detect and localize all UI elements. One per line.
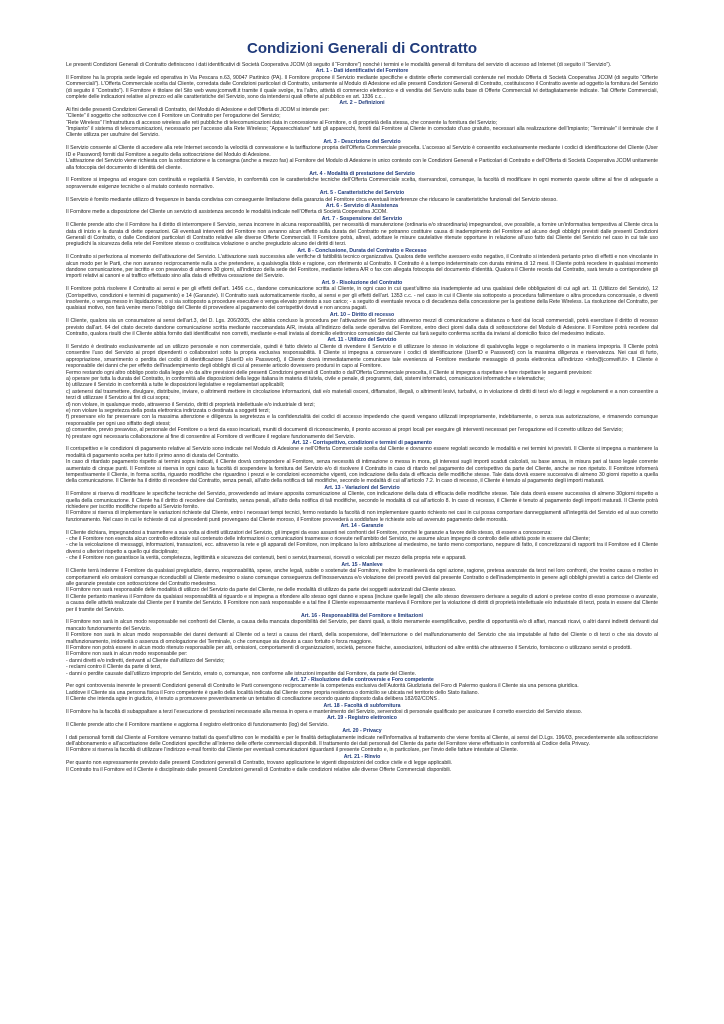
paragraph: - che il Fornitore non esercita alcun controllo editoriale sul contenuto delle informazioni o comunicazioni trasmesse o ricevute nell’ambito del Servizio, ne assume alcun impegno di controllo delle attività poste in essere dal Cliente; <box>66 536 590 543</box>
paragraph: a) operare per tutta la durata del Contratto, in conformità alle disposizioni della legge italiana in materia di tutela, civile e penale, di programmi, dati, sistemi informatici, comunicazioni informatiche e telematiche; <box>66 375 546 382</box>
paragraph: Il Fornitore si riserva la facoltà di utilizzare l’indirizzo e-mail fornito dal Cliente per eventuali comunicazioni riguardanti il presente Contratto e, in particolare, per l’invio delle fatture intestate al Cliente. <box>66 747 519 754</box>
paragraph: Il Cliente prende atto che il Fornitore ha il diritto di interrompere il Servizio, senza incorrere in alcuna responsabilità, per necessità di manutenzione (ordinaria e/o straordinaria) impegnandosi, ove possibile, a fornire un’informativa tempestiva al Cliente circa la data di inizio e la durata di dette operazioni. Gli eventuali interventi del Fornitore non avranno alcun effetto sulla durata del Contratto ne potranno costituire causa di inadempimento del Fornitore ad alcuno degli obblighi previsti dalle presenti Condizioni Generali di Contratto, o dalle Condizioni particolari di Contratto relative alle diverse Offerte Commerciali. Il Fornitore potrà, altresì, adottare le misure cautelative ritenute opportune in relazione all’uso fatto dal Cliente del Servizio nel caso in cui tale uso pregiudichi la sicurezza della rete del Fornitore stesso o costituisca violazione o anche pregiudizio alcuno dei diritti di terzi. <box>66 222 658 248</box>
contract-document <box>66 40 658 773</box>
paragraph: “Cliente” il soggetto che sottoscrive con il Fornitore un Contratto per l’erogazione del Servizio; <box>66 113 281 120</box>
paragraph: e) non violare la segretezza della posta elettronica indirizzata o destinata a soggetti terzi; <box>66 407 270 414</box>
article-heading: Art. 2 – Definizioni <box>339 100 385 107</box>
paragraph: I dati personali forniti dal Cliente al Fornitore verranno trattati da quest’ultimo con le modalità e per le finalità dettagliatamente indicate nell’informativa al trattamento che viene fornita al Cliente, ai sensi del D.Lgs. 196/03, precedentemente alla sottoscrizione dell’abbonamento e all’accettazione delle Condizioni specifiche all’interno delle offerte commerciali disponibili. Il trattamento dei dati personali del Cliente da parte del Fornitore viene effettuato in conformità al Codice della Privacy. <box>66 734 658 748</box>
paragraph: - danni diretti e/o indiretti, derivanti al Cliente dall’utilizzo del Servizio; <box>66 657 225 664</box>
paragraph: Il Cliente che intenda agire in giudizio, è tenuto a promuovere preventivamente un tentativo di conciliazione secondo quanto disposto dalla delibera 182/02/CONS . <box>66 696 440 703</box>
paragraph: Il Fornitore ha la propria sede legale ed operativa in Via Pescara n.63, 90047 Partinico (PA). Il Fornitore propone il Servizio mediante specifiche e distinte offerte commerciali contenute nel modulo Offerta di Società Cooperativa JCOM (di seguito “Offerte Commerciali”). L’Offerta Commerciale scelta dal Cliente, corredata dalle Condizioni particolari di Contratto, unitamente al Modulo di Adesione ed alle presenti Condizioni Generali di Contratto, costituiscono il Contratto avente ad oggetto la fornitura del Servizio (di seguito il “Contratto”). Il Fornitore è titolare del Sito web www.jcomwifi.it tramite il quale svolge, tra l’altro, attività di commercio elettronico e di vendita del Servizio sulla base di Offerte Commerciali ivi dettagliatamente indicate. Tali Offerte Commerciali, complete delle indicazioni relative al prezzo ed alle caratteristiche del Servizio, sono da intendersi quali offerte al pubblico ex art. 1336 c.c. . <box>66 74 658 101</box>
paragraph: Il Servizio è destinato esclusivamente ad un utilizzo personale e non commerciale, quindi è fatto divieto al Cliente di rivendere il Servizio e di utilizzare lo stesso in violazione di qualsivoglia legge o regolamento o in maniera impropria. Il Cliente potrà consentire l’uso del Servizio ai propri dipendenti o collaboratori sotto la propria esclusiva responsabilità. Il Cliente si impegna a conservare i codici di identificazione (UserID e Password) con la massima diligenza e riservatezza. Nei casi di furto, appropriazione, smarrimento o perdita dei codici di identificazione (UserID e/o Password), il Cliente dovrà immediatamente comunicare tale evenienza al Fornitore mediante messaggio di posta elettronica all’indirizzo <info@jcomwifi.it>. Il Cliente è responsabile dei danni che per effetto dell’inadempimento degli obblighi di cui al presente articolo dovessero prodursi in capo al Fornitore. <box>66 343 658 370</box>
paragraph: Il Cliente prende atto che il Fornitore mantiene e aggiorna il registro elettronico di funzionamento (log) del Servizio. <box>66 721 329 728</box>
article-heading: Art. 3 - Descrizione del Servizio <box>323 138 401 145</box>
paragraph: d) non violare, in qualunque modo, attraverso il Servizio, diritti di proprietà intellettuale e/o industriale di terzi; <box>66 401 315 408</box>
paragraph: L’attivazione del Servizio viene richiesta con la sottoscrizione e la consegna (anche a mezzo fax) al Fornitore del Modulo di Adesione in unico contesto con le Condizioni Generali e Particolari di Contratto e dell’Offerta di Società Cooperativa JCOM unitamente alla fotocopia del documento di identità del cliente. <box>66 158 658 171</box>
article-heading: Art. 7 - Sospensione del Servizio <box>321 215 403 222</box>
paragraph: - danni o perdite causate dall’utilizzo improprio del Servizio, errato o, comunque, non conforme alle istruzioni impartite dal Fornitore, da parte del Cliente. <box>66 670 417 677</box>
paragraph: Il Fornitore non sarà in alcun modo responsabile per: <box>66 651 188 658</box>
paragraph: Per quanto non espressamente previsto dalle presenti Condizioni generali di Contratto, trovano applicazione le vigenti disposizioni del codice civile e di legge applicabili. <box>66 760 453 767</box>
paragraph: - reclami contro il Cliente da parte di terzi, <box>66 664 162 671</box>
paragraph: Il Fornitore si impegna ad erogare con continuità e regolarità il Servizio, in conformità con le caratteristiche tecniche dell’Offerta Commerciale scelta, riservandosi, comunque, la facoltà di modificare in ogni momento queste ultime al fine di adeguarle a sopravvenute esigenze tecniche o al mutato contesto normativo. <box>66 177 658 190</box>
paragraph: Il Fornitore non sarà responsabile delle modalità di utilizzo del Servizio da parte del Cliente, ne delle modalità di utilizzo da parte dei soggetti autorizzati dal Cliente stesso. <box>66 587 457 594</box>
paragraph: Il Fornitore ha la facoltà di subappaltare a terzi l’esecuzione di prestazioni necessarie alla messa in opera e mantenimento del Servizio, servendosi di personale qualificato per assicurare il corretto esercizio del Servizio stesso. <box>66 709 583 716</box>
paragraph: In caso di ritardato pagamento rispetto ai termini sopra indicati, il Cliente dovrà corrispondere al Fornitore, senza necessità di intimazione o messa in mora, gli interessi sugli importi scaduti calcolati, su base annua, in misura pari al tasso legale corrente aumentato di cinque punti. Il Fornitore si riserva in ogni caso la facoltà di sospendere la fornitura del Servizio e/o di risolvere il Contratto in caso di ritardo nel pagamento del corrispettivo da parte del Cliente, anche se non ripetuto. Il Fornitore informerà tempestivamente il Cliente, in forma scritta, riguardo modifiche che riguardino i prezzi e le condizioni economiche vigenti, con indicazione della data di efficacia delle modifiche stesse. Tale data dovrà essere successiva di almeno 30 giorni rispetto a quella della comunicazione. Il Cliente ha il diritto di recedere dal Contratto, senza penali, all’atto della notifica di tali modifiche, secondo le modalità di cui all’articolo 7.2. In caso di recesso, il Cliente è tenuto al pagamento degli importi maturati. <box>66 459 658 485</box>
article-heading: Art. 15 - Manleve <box>341 561 383 568</box>
paragraph: Il Fornitore si riserva di implementare le variazioni richieste dal Cliente, entro i necessari tempi tecnici, fermo restando la facoltà di non implementare quanto richiesto nei casi in cui possa comportare danneggiamenti all’integrità del Servizio ed al suo corretto funzionamento. Nel caso in cui le richieste di cui al precedenti punti provengano dal Cliente moroso, il Fornitore provvederà a soddisfare le richieste solo ad avvenuto pagamento delle morosità. <box>66 510 658 523</box>
article-heading: Art. 21 - Rinvio <box>343 753 381 760</box>
paragraph: - che il Fornitore non garantisce la verità, completezza, legittimità e sicurezza dei contenuti, beni o servizi,trasmessi, ricevuti o veicolati per mezzo della propria rete e apparati. <box>66 555 467 562</box>
paragraph: Il Fornitore potrà risolvere il Contratto ai sensi e per gli effetti dell’art. 1456 c.c., dandone comunicazione scritta al Cliente, in ogni caso in cui quest’ultimo sia inadempiente ad una qualsiasi delle obbligazioni di cui agli art. 11 (Utilizzo del Servizio), 12 (Corrispettivo, condizioni e termini di pagamento) e 14 (Garanzie). Il Contratto sarà automaticamente risolto, ai sensi e per gli effetti dell’art. 1353 c.c. - nel caso in cui il Cliente sia sottoposto a procedura fallimentare o altra procedura concorsuale, o diventi insolvente, o venga messo in liquidazione, o si sia sottoposto a procedure esecutive o venga elevato protesto a suo carico; - a seguito di eventuale revoca o di decadenza della concessione per la gestione della Rete Wireless. La risoluzione del Contratto, per qualsiasi motivo, non farà venire meno l’obbligo del Cliente di provvedere al pagamento dei corrispettivi dovuti e non ancora pagati. <box>66 286 658 312</box>
paragraph: Il Servizio consente al Cliente di accedere alla rete Internet secondo la velocità di connessione e la tariffazione propria dell’Offerta Commerciale prescelta. L’accesso al Servizio è consentito esclusivamente mediante i codici di identificazione del Cliente (User ID e Password) forniti dal Fornitore a seguito della sottoscrizione del Modulo di Adesione. <box>66 145 658 158</box>
paragraph: f) preservare e/o far preservare con la massima attenzione e diligenza la segretezza e la confidenzialità dei codici di accesso impedendo che questi vengano utilizzati impropriamente, indebitamente, o senza sua autorizzazione, e rimanendo comunque responsabile per ogni uso siffatto degli stessi; <box>66 414 658 427</box>
paragraph: Il Fornitore si riserva di modificare le specifiche tecniche del Servizio, provvedendo ad inviare apposita comunicazione al Cliente, con indicazione della data di efficacia delle modifiche stesse. Tale data dovrà essere successiva di almeno 30giorni rispetto a quella della comunicazione. Il Cliente ha il diritto di recedere dal Contratto, senza penali, all’atto della notifica di tali modifiche, secondo le modalità di cui all’articolo 8. In caso di recesso, il Cliente è tenuto al pagamento degli importi maturati. Il Cliente potrà richiedere per iscritto modifiche rispetto al Servizio fornito. <box>66 491 658 511</box>
paragraph: Il Servizio è fornito mediante utilizzo di frequenze in banda condivisa con conseguente limitazione della garanzia del Fornitore circa eventuali interferenze che riducano le caratteristiche funzionali del Servizio stesso. <box>66 196 558 203</box>
paragraph: “Rete Wireless” l’infrastruttura di accesso wireless alle reti pubbliche di telecomunicazioni data in concessione al Fornitore, o di proprietà della stessa, che consente la fornitura del Servizio; <box>66 119 498 126</box>
paragraph: Il Cliente dichiara, impegnandosi a trasmettere a sua volta ai diretti utilizzatori del Servizio, gli impegni da esso assunti nei confronti del Fornitore, nonché le garanzie a favore dello stesso, di essere a conoscenza: <box>66 529 552 536</box>
paragraph: h) prestare ogni necessaria collaborazione al fine di consentire al Fornitore di verificare il regolare funzionamento del Servizio. <box>66 433 355 440</box>
paragraph: - che la veicolazione di messaggi, informazioni, transazioni, ecc. attraverso la rete e gli apparati del Fornitore, non implicano la loro attribuzione al medesimo, ne tanto meno comportano, neppure di fatto, il concretizzarsi di rapporti tra il Fornitore ed il Cliente diversi o ulteriori rispetto a quello qui disciplinato; <box>66 542 658 555</box>
paragraph: Il corrispettivo e le condizioni di pagamento relative al Servizio sono indicate nel Modulo di Adesione e nell’Offerta Commerciale scelta dal Cliente e dovranno essere regolati secondo le modalità e nei termini ivi previsti. Il Cliente si impegna a mantenere la modalità di pagamento scelta per tutto il primo anno di durata del Contratto. <box>66 446 658 459</box>
article-heading: Art. 13 - Variazioni del Servizio <box>324 484 400 491</box>
page-title: Condizioni Generali di Contratto <box>247 40 477 57</box>
paragraph: Fermo restando ogni altro obbligo posto dalla legge e/o da altre previsioni delle presenti Condizioni generali di Contratto o dall’Offerta Commerciale prescelta, il Cliente si impegna a rispettare e fare rispettare le seguenti previsioni: <box>66 369 593 376</box>
article-heading: Art. 6 - Servizio di Assistenza <box>325 202 399 209</box>
article-heading: Art. 19 - Registro elettronico <box>327 715 397 722</box>
contract-body <box>66 62 658 773</box>
paragraph: Il Cliente terrà indenne il Fornitore da qualsiasi pregiudizio, danno, responsabilità, spese, anche legali, subite o sostenute dal Fornitore, inoltre lo manleverà da ogni azione, ragione, pretesa avanzate da terzi nei loro confronti, che trovino causa o motivo in comportamenti e/o omissioni comunque riconducibili al Cliente medesimo o siano comunque conseguenza dell’inosservanza e/o violazione dei precetti previsti dal presente Contratto o dell’inadempimento in genere agli obblighi previsti a carico del Cliente ed alle garanzie prestate con sottoscrizione del Contratto medesimo. <box>66 568 658 587</box>
paragraph: Il Cliente, qualora sia un consumatore ai sensi dell’art.3, del D. Lgs. 206/2005, che abbia concluso la procedura per l’attivazione del Servizio attraverso mezzi di comunicazione a distanza o fuori dai locali commerciali, potrà esercitare il diritto di recesso previsto dall’art. 64 del citato decreto dandone comunicazione scritta mediante raccomandata A/R, inviata all’indirizzo della sede operativa del Fornitore, entro dieci giorni dalla data di sottoscrizione del Modulo di Adesione. Il Fornitore potrà recedere dal Contratto, qualora risulti che il Cliente abbia fornito dati identificativi non corretti, mediante e-mail inviata al domicilio elettronico comunicato dal Cliente cui farà seguito conferma scritta da inviarsi al domicilio fisico del medesimo indicato. <box>66 318 658 338</box>
paragraph: Il Contratto si perfeziona al momento dell’attivazione del Servizio. L’attivazione sarà successiva alle verifiche di fattibilità tecnico organizzativa. Qualora dette verifiche avessero esito negativo, il Contratto si intenderà pertanto privo di effetti e non vincolante in alcun modo per le Parti, che non avranno reciprocamente nulla a che pretendere, a qualsivoglia titolo e ragione, con riferimento al Contratto. Il Contratto è a tempo indeterminato con durata minima di 12 mesi. Il Cliente potrà recedere in qualsiasi momento dandone comunicazione, per iscritto e con preavviso di almeno 30 giorni, all’indirizzo della sede del Fornitore, mediante lettera A/R o fax con allegata fotocopia del documento d’identità. Qualora il Cliente receda dal Contratto, sarà tenuto a corrispondere gli importi relativi ai canoni e al traffico effettuato sino alla data di effettiva cessazione del Servizio. <box>66 254 658 280</box>
paragraph: g) consentire, previo preavviso, al personale del Fornitore o a terzi da esso incaricati, muniti di documenti di riconoscimento, il pronto accesso ai propri locali per eseguire gli interventi necessari per l’erogazione ed il corretto utilizzo del Servizio; <box>66 427 623 434</box>
paragraph: Il Fornitore non sarà in alcun modo responsabile nei confronti del Cliente, a causa della mancata disponibilità del Servizio, per danni quali, a titolo meramente esemplificativo, perdite di opportunità e/o di affari, mancati ricavi, o altri danni indiretti derivanti dal mancato funzionamento del Servizio. <box>66 619 658 632</box>
paragraph: b) utilizzare il Servizio in conformità a tutte le disposizioni legislative e regolamentari applicabili; <box>66 382 285 389</box>
paragraph: Per ogni controversia inerente le presenti Condizioni generali di Contratto le Parti convengono reciprocamente la competenza esclusiva dell’Autorità Giudiziaria del Foro di Palermo qualora il Cliente sia una persona giuridica. <box>66 683 579 690</box>
paragraph: c) astenersi dal trasmettere, divulgare, distribuire, inviare, o altrimenti mettere in circolazione informazioni, dati e/o materiali osceni, diffamatori, illegali, o altrimenti lesivi, turbativi, o in violazione di diritti di terzi e/o di leggi e regolamenti e a non consentire a terzi di utilizzare il Servizio ai fini di cui sopra; <box>66 388 658 402</box>
article-heading: Art. 20 - Privacy <box>342 728 382 735</box>
paragraph: Laddove il Cliente sia una persona fisica il Foro competente è quello della località indicata dal Cliente come propria residenza o domicilio se ubicata nel territorio dello Stato italiano. <box>66 689 479 696</box>
article-heading: Art. 12 - Corrispettivo, condizioni e termini di pagamento <box>292 439 432 446</box>
paragraph: Ai fini delle presenti Condizioni Generali di Contratto, del Modulo di Adesione e dell’Offerta di JCOM si intende per: <box>66 106 329 113</box>
article-heading: Art. 18 - Facoltà di subfornitura <box>323 702 401 709</box>
article-heading: Art. 17 - Risoluzione delle controversie e Foro competente <box>290 677 434 683</box>
article-heading: Art. 11 - Utilizzo del Servizio <box>327 337 397 344</box>
paragraph: Le presenti Condizioni Generali di Contratto definiscono i dati identificativi di Società Cooperativa JCOM (di seguito il “Fornitore”) nonché i termini e le modalità generali di fornitura del servizio di accesso ad Internet (di seguito il “Servizio”). <box>66 62 612 68</box>
paragraph: “Impianto” il sistema di telecomunicazioni, necessario per l’accesso alla Rete Wireless; “Apparecchiature” tutti gli apparecchi, forniti dal Fornitore al Cliente in comodato d’uso gratuito, necessari alla realizzazione dell’Impianto; “Terminale” il terminale che il Cliente utilizza per usufruire del Servizio. <box>66 126 658 139</box>
paragraph: Il Cliente pertanto manleva il Fornitore da qualsiasi responsabilità al riguardo e si impegna a rifondere allo stesso ogni danno e spesa (incluse quelle legali) che allo stesso dovessero derivare a seguito di azioni o pretese contro di esso promosse o avanzate, a causa delle attività realizzate dal Cliente per il tramite del Servizio. Il Fornitore non sarà responsabile e a tal fine il Cliente espressamente manleva il Fornitore per la violazione di diritti di proprietà intellettuale e/o industriale di terzi, posta in essere dal Cliente per il tramite del Servizio. <box>66 593 658 613</box>
article-heading: Art. 10 – Diritto di recesso <box>329 311 395 318</box>
article-heading: Art. 8 - Conclusione, Durata del Contratto e Recesso <box>297 247 427 254</box>
article-heading: Art. 4 - Modalità di prestazione del Servizio <box>309 170 415 177</box>
article-heading: Art. 1 - Dati identificativi del Fornitore <box>315 68 409 75</box>
article-heading: Art. 5 - Caratteristiche del Servizio <box>319 190 405 197</box>
paragraph: Il Fornitore non potrà essere in alcun modo ritenuto responsabile per atti, omissioni, comportamenti di organizzazioni, società, persone fisiche, associazioni, istituzioni od altre entità che attraverso il Servizio, forniscono o utilizzano servizi o prodotti. <box>66 644 632 651</box>
article-heading: Art. 9 - Risoluzione del Contratto <box>321 279 403 286</box>
paragraph: Il Contratto tra il Fornitore ed il Cliente è disciplinato dalle presenti Condizioni generali di Contratto e dalle condizioni relative alle diverse Offerte Commerciali disponibili. <box>66 766 452 773</box>
paragraph: Il Fornitore non sarà in alcun modo responsabile dei danni derivanti al Cliente od a terzi a causa dei ritardi, della sospensione, dell’interruzione o del malfunzionamento del Servizio che sia imputabile al fatto del Cliente o di terzi o che sia dovuto al malfunzionamento, inidoneità o assenza di omologazione del Terminale, o che comunque sia dovuto a caso fortuito o forza maggiore. <box>66 632 658 645</box>
article-heading: Art. 16 - Responsabilità del Fornitore e limitazioni <box>301 612 423 619</box>
article-heading: Art. 14 - Garanzie <box>340 523 384 530</box>
paragraph: Il Fornitore mette a disposizione del Cliente un servizio di assistenza secondo le modalità indicate nell’Offerta di Società Cooperativa JCOM. <box>66 209 388 216</box>
